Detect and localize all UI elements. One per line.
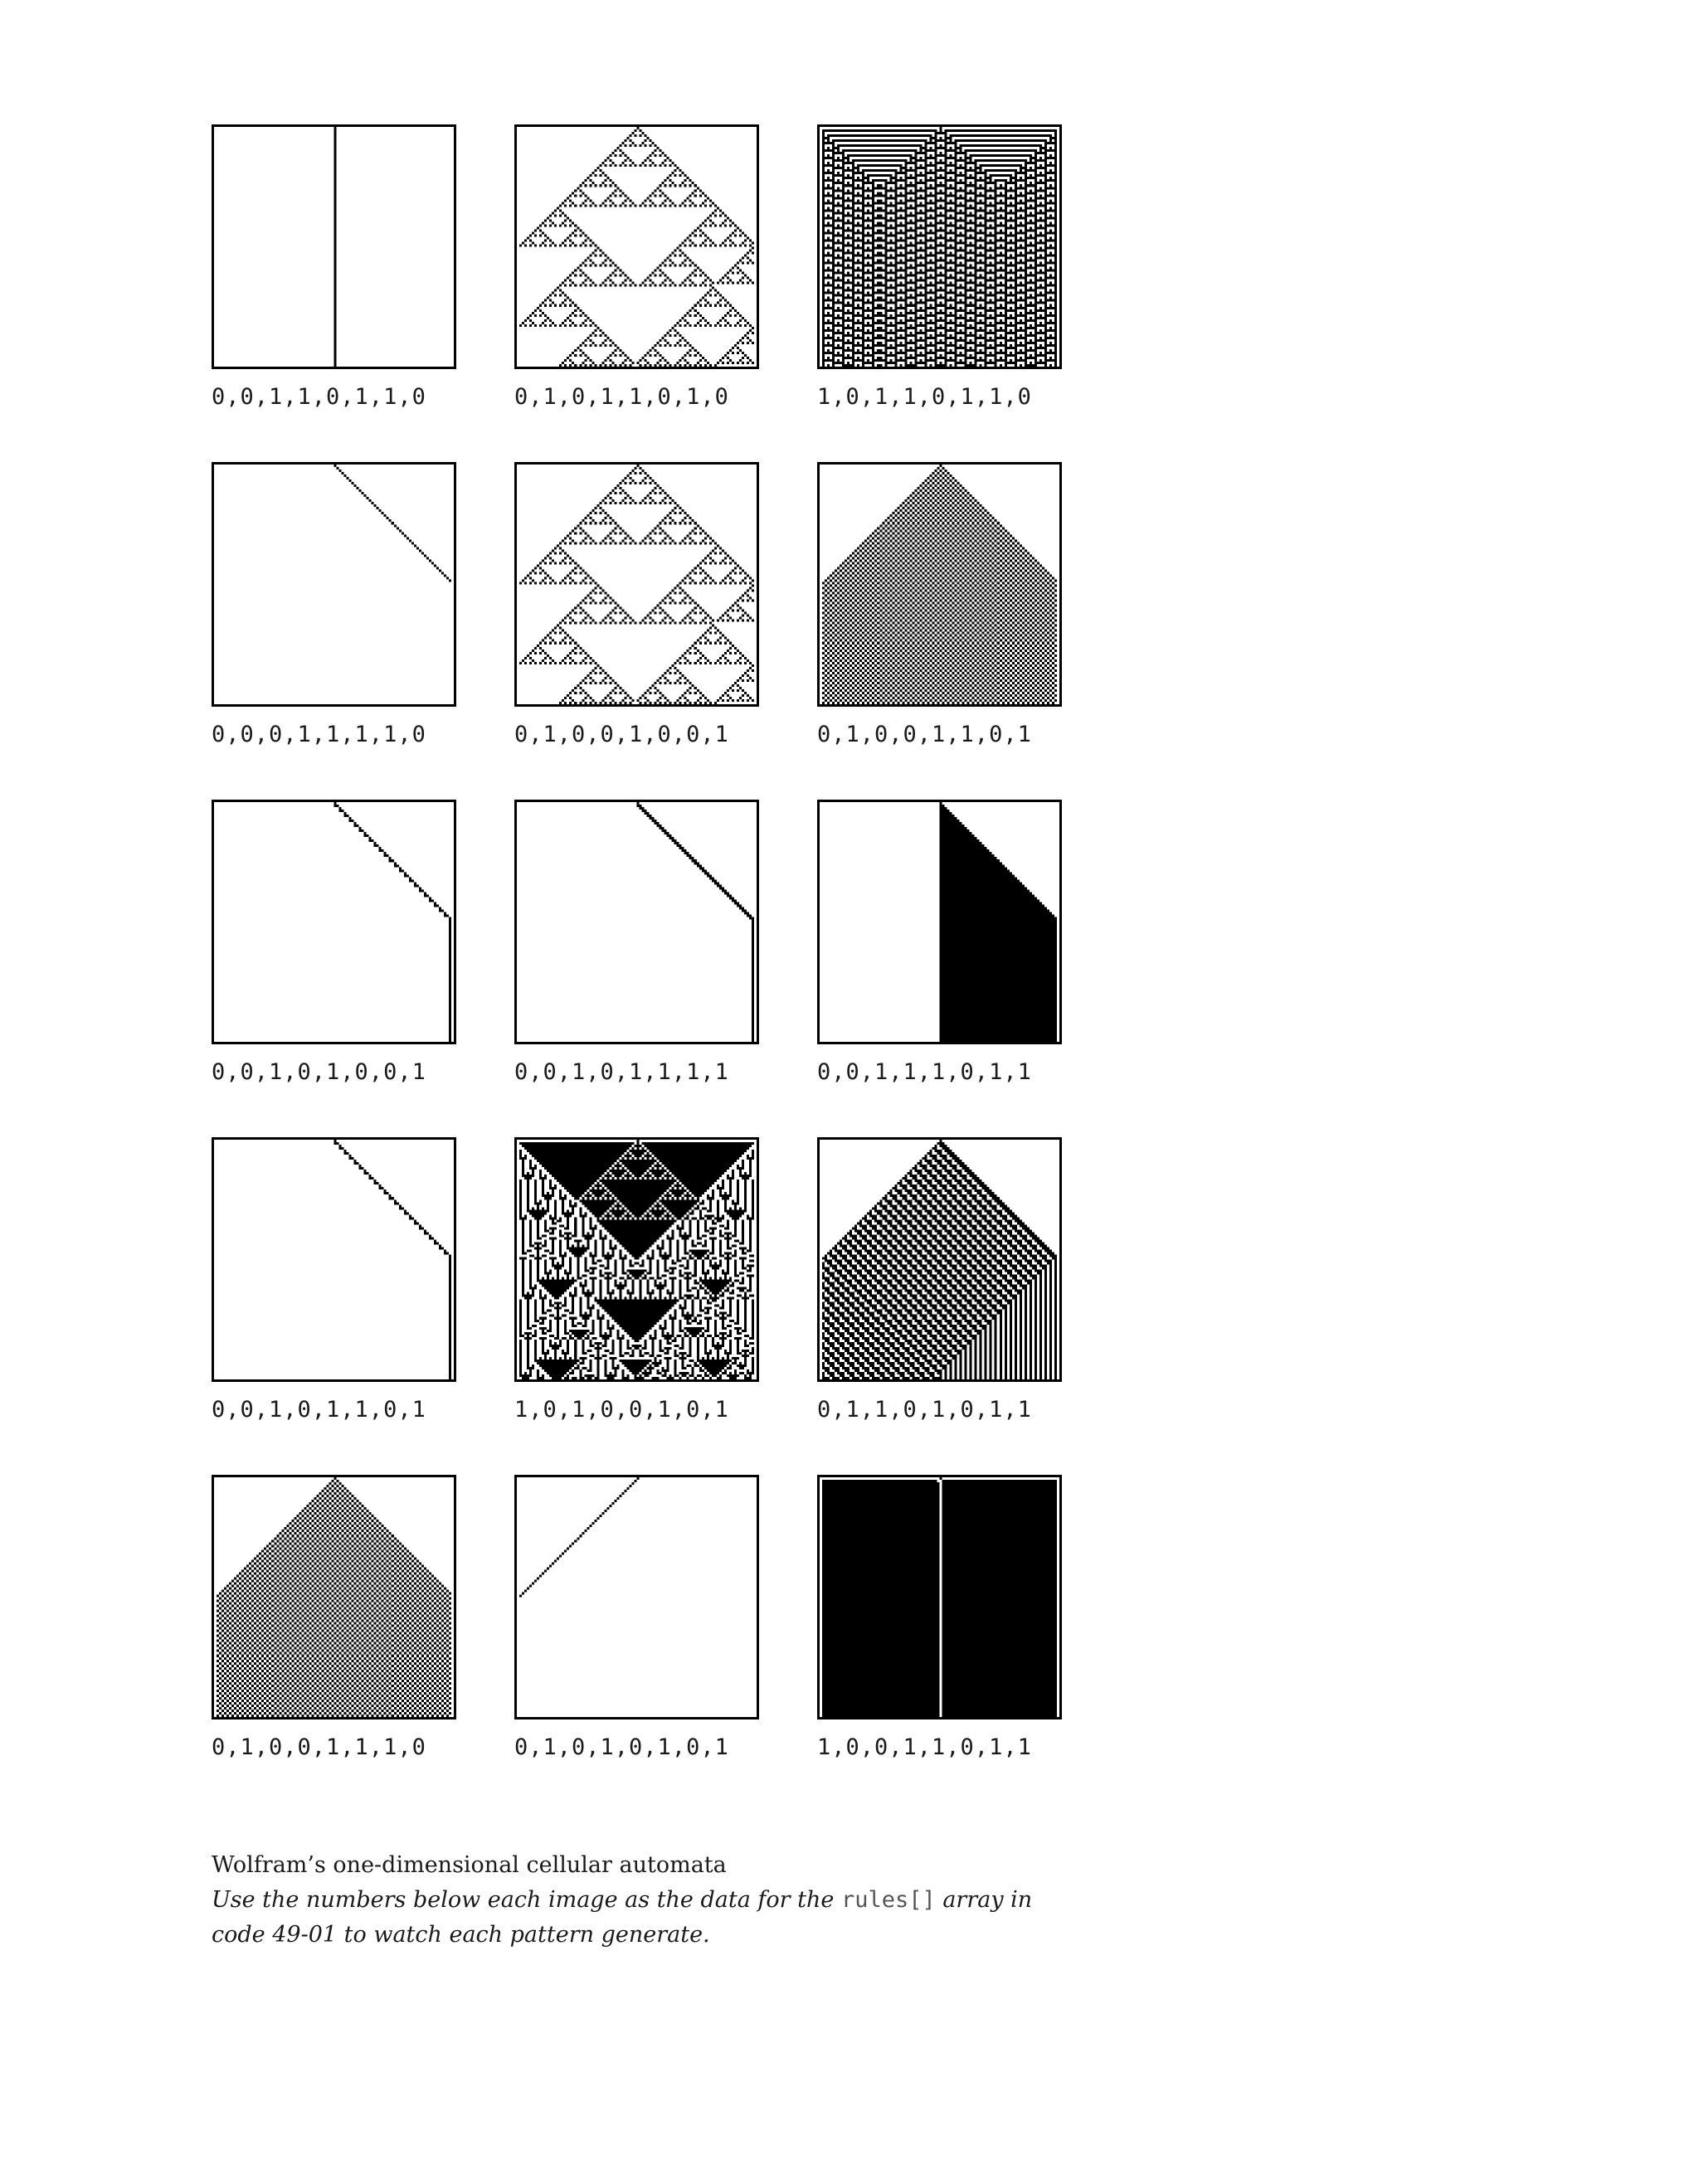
automaton-image — [212, 462, 456, 707]
automaton-panel — [817, 462, 1062, 747]
rule-label: 0,0,1,0,1,1,1,1 — [514, 1059, 729, 1085]
automaton-panel — [817, 1137, 1062, 1423]
automaton-panel — [817, 124, 1062, 410]
automaton-panel — [514, 124, 759, 410]
automaton-image — [817, 1137, 1062, 1382]
rule-label: 0,1,0,1,1,0,1,0 — [514, 384, 729, 410]
figure-caption — [212, 1848, 1124, 1953]
automaton-image — [514, 124, 759, 369]
rule-label: 0,0,0,1,1,1,1,0 — [212, 722, 426, 747]
rule-label: 0,0,1,0,1,1,0,1 — [212, 1397, 426, 1423]
caption-body — [212, 1883, 1041, 1953]
automaton-image — [817, 462, 1062, 707]
automaton-panel — [817, 800, 1062, 1085]
automaton-panel — [212, 800, 456, 1085]
automata-grid — [212, 124, 1062, 1760]
rule-label: 1,0,1,0,0,1,0,1 — [514, 1397, 729, 1423]
automaton-image — [817, 124, 1062, 369]
automaton-panel — [817, 1475, 1062, 1760]
automaton-panel — [212, 1475, 456, 1760]
automaton-image — [212, 800, 456, 1044]
automaton-image — [514, 1137, 759, 1382]
automaton-image — [514, 1475, 759, 1719]
caption-code: rules[] — [840, 1887, 936, 1913]
rule-label: 0,1,0,0,1,0,0,1 — [514, 722, 729, 747]
automaton-panel — [212, 462, 456, 747]
rule-label: 1,0,1,1,0,1,1,0 — [817, 384, 1032, 410]
automaton-image — [212, 1475, 456, 1719]
automaton-image — [514, 800, 759, 1044]
rule-label: 0,1,0,0,1,1,0,1 — [817, 722, 1032, 747]
automaton-image — [817, 1475, 1062, 1719]
caption-text-before: Use the numbers below each image as the data for the — [212, 1887, 841, 1913]
automaton-image — [212, 1137, 456, 1382]
rule-label: 0,0,1,1,1,0,1,1 — [817, 1059, 1032, 1085]
automaton-image — [817, 800, 1062, 1044]
automaton-image — [212, 124, 456, 369]
caption-title: Wolfram’s one-dimensional cellular automata — [212, 1852, 727, 1878]
rule-label: 0,1,0,0,1,1,1,0 — [212, 1734, 426, 1760]
automaton-panel — [514, 1475, 759, 1760]
rule-label: 1,0,0,1,1,0,1,1 — [817, 1734, 1032, 1760]
automaton-image — [514, 462, 759, 707]
rule-label: 0,1,1,0,1,0,1,1 — [817, 1397, 1032, 1423]
automaton-panel — [514, 1137, 759, 1423]
rule-label: 0,0,1,1,0,1,1,0 — [212, 384, 426, 410]
automaton-panel — [212, 1137, 456, 1423]
automaton-panel — [514, 800, 759, 1085]
automaton-panel — [514, 462, 759, 747]
rule-label: 0,1,0,1,0,1,0,1 — [514, 1734, 729, 1760]
caption-text-after: array in code 49-01 to watch each pattern generate. — [212, 1887, 1033, 1948]
automaton-panel — [212, 124, 456, 410]
rule-label: 0,0,1,0,1,0,0,1 — [212, 1059, 426, 1085]
